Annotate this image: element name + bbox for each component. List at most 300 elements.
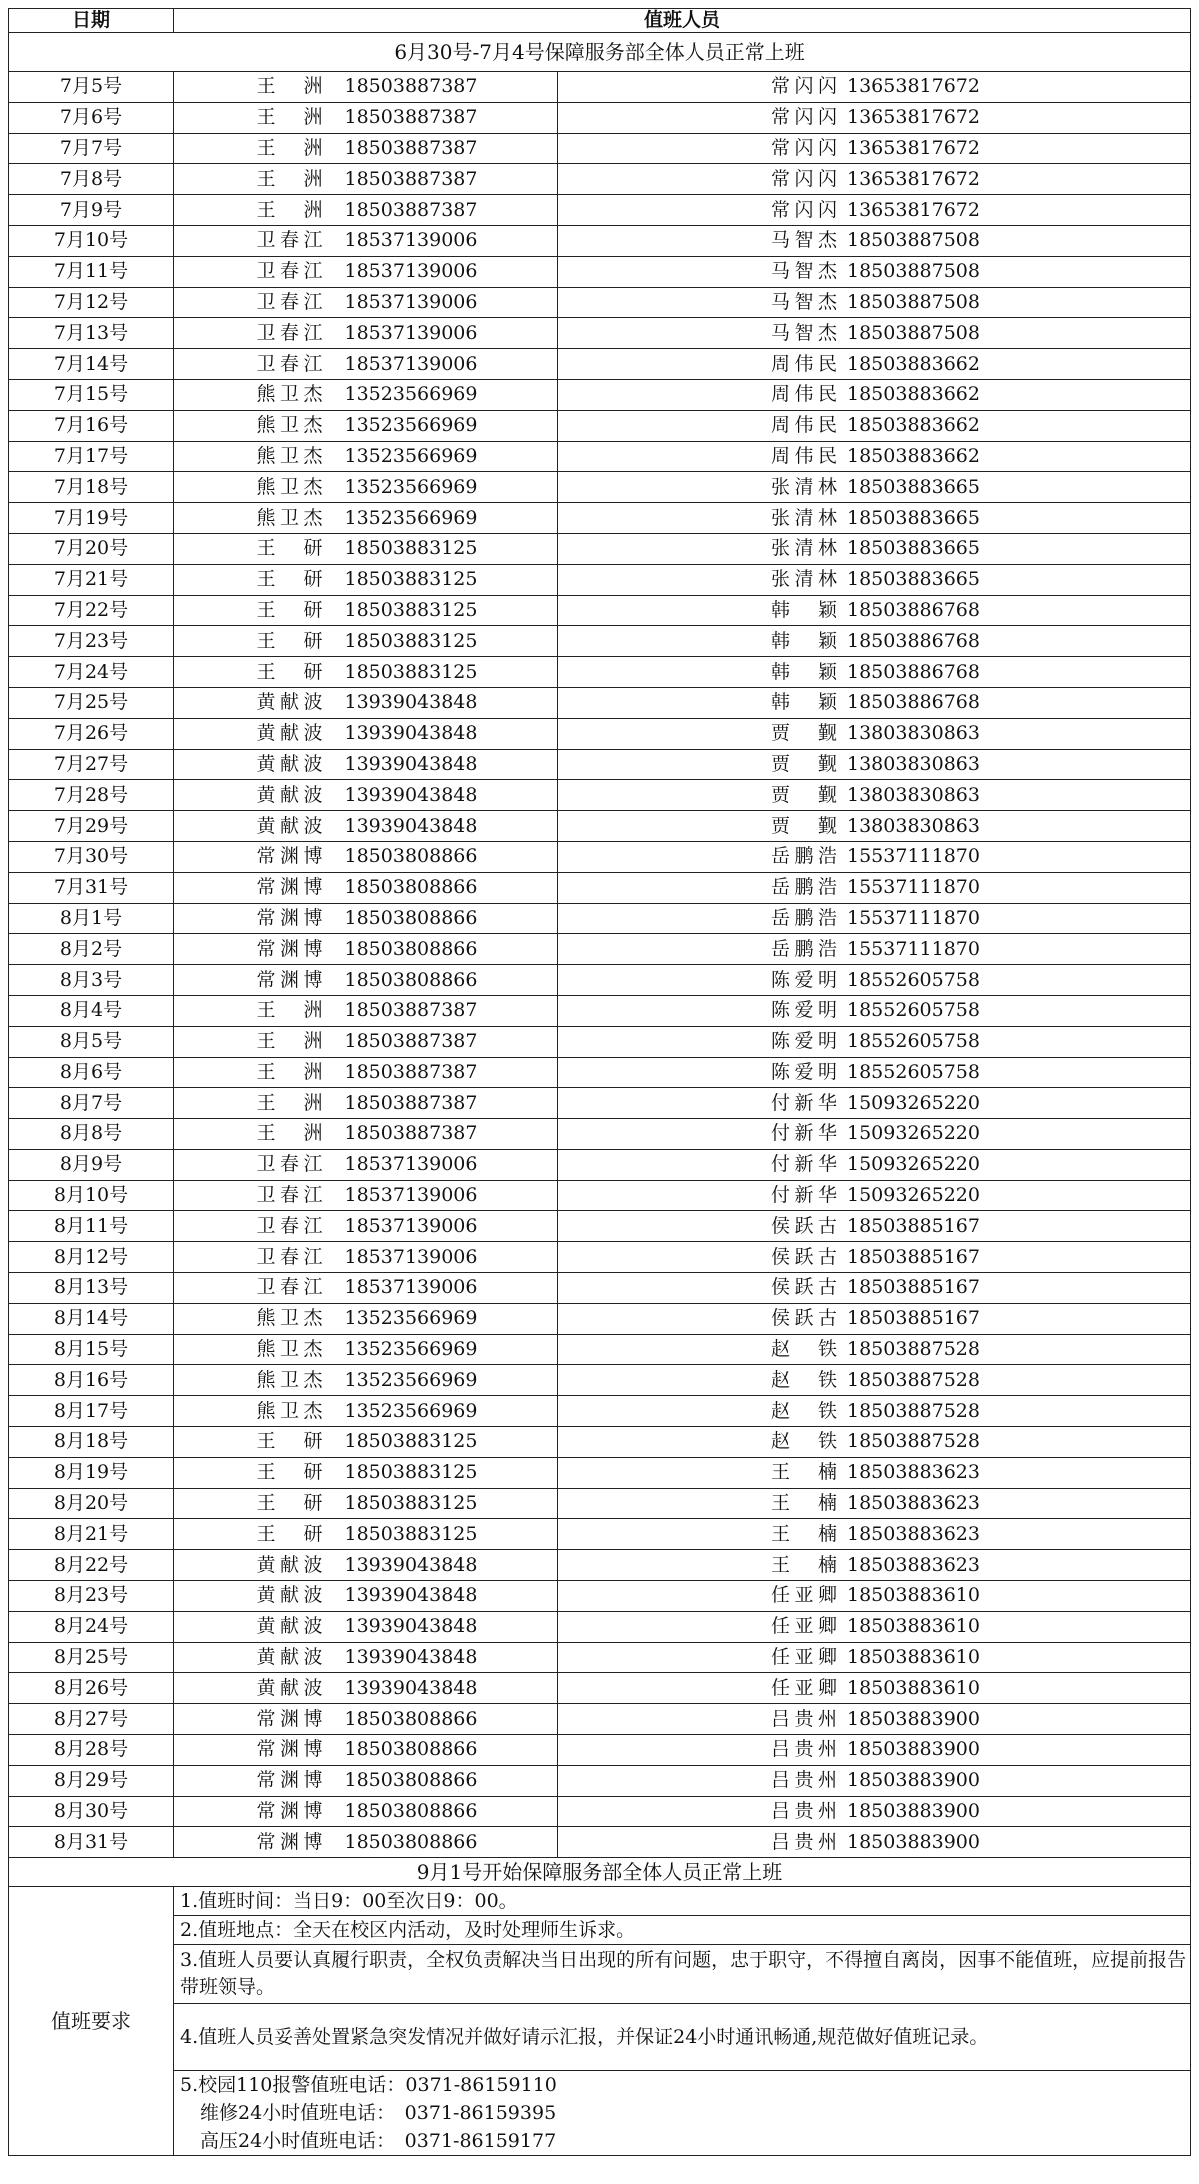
table-row (9, 503, 1191, 534)
staff-b-phone: 18503883900 (847, 1707, 980, 1730)
duty-staff-a (174, 1586, 557, 1605)
staff-b-name: 付新华 (771, 1122, 837, 1145)
duty-staff-b (558, 783, 1190, 806)
duty-staff-b (558, 1432, 1190, 1451)
staff-a-phone: 18537139006 (344, 321, 478, 344)
table-row (9, 1149, 1191, 1180)
staff-b-name: 韩 颖 (771, 598, 837, 621)
staff-b-phone: 18503883623 (847, 1522, 980, 1545)
staff-b-name: 张清林 (771, 475, 837, 498)
duty-staff-a (174, 416, 557, 435)
staff-a-name: 常渊博 (256, 937, 323, 960)
duty-staff-a-cell (174, 1827, 558, 1858)
staff-a-phone: 13939043848 (344, 1676, 478, 1699)
duty-staff-a (174, 1245, 557, 1268)
staff-a-phone: 13523566969 (344, 506, 478, 529)
duty-date: 7月12号 (9, 287, 174, 318)
table-row (9, 1057, 1191, 1088)
duty-staff-b-cell (558, 626, 1191, 657)
staff-b-name: 马智杰 (771, 321, 837, 344)
table-row (9, 657, 1191, 688)
duty-staff-a-cell (174, 472, 558, 503)
staff-b-name: 马智杰 (771, 260, 837, 283)
duty-staff-a-cell (174, 657, 558, 688)
staff-b-phone: 18552605758 (847, 1060, 980, 1083)
duty-staff-a-cell (174, 379, 558, 410)
duty-staff-b-cell (558, 903, 1191, 934)
duty-staff-b-cell (558, 1334, 1191, 1365)
duty-date: 7月7号 (9, 133, 174, 164)
duty-staff-b-cell (558, 1735, 1191, 1766)
duty-date: 7月13号 (9, 318, 174, 349)
duty-staff-b (558, 693, 1190, 712)
duty-staff-b-cell (558, 441, 1191, 472)
staff-a-name: 王 洲 (256, 1122, 323, 1145)
duty-staff-a-cell (174, 1180, 558, 1211)
staff-b-name: 韩 颖 (771, 691, 837, 714)
staff-a-phone: 18503887387 (344, 1122, 478, 1145)
staff-b-phone: 18503883662 (847, 444, 980, 467)
staff-a-name: 卫春江 (256, 1245, 323, 1268)
staff-a-name: 卫春江 (256, 260, 323, 283)
duty-staff-a (174, 475, 557, 498)
staff-a-phone: 18503887387 (344, 75, 478, 98)
table-row (9, 72, 1191, 103)
duty-staff-b (558, 539, 1190, 558)
staff-a-phone: 13523566969 (344, 1307, 478, 1330)
duty-staff-a-cell (174, 1581, 558, 1612)
staff-b-name: 侯跃古 (771, 1245, 837, 1268)
duty-staff-a (174, 1124, 557, 1143)
duty-date: 7月16号 (9, 410, 174, 441)
duty-date: 7月25号 (9, 687, 174, 718)
duty-staff-b-cell (558, 687, 1191, 718)
duty-date: 7月28号 (9, 780, 174, 811)
staff-a-phone: 13939043848 (344, 1553, 478, 1576)
staff-a-phone: 18537139006 (344, 1276, 478, 1299)
staff-a-name: 王 研 (256, 629, 323, 652)
staff-b-phone: 13653817672 (847, 198, 980, 221)
staff-b-name: 马智杰 (771, 290, 837, 313)
staff-b-phone: 15093265220 (847, 1184, 980, 1207)
staff-b-name: 周伟民 (771, 352, 837, 375)
duty-staff-b (558, 385, 1190, 404)
table-row (9, 287, 1191, 318)
staff-b-phone: 18503885167 (847, 1214, 980, 1237)
header-date: 日期 (9, 9, 174, 33)
duty-staff-b-cell (558, 1642, 1191, 1673)
staff-a-name: 熊卫杰 (256, 1368, 323, 1391)
duty-staff-b (558, 444, 1190, 467)
staff-a-name: 王 研 (256, 537, 323, 560)
duty-staff-b-cell (558, 995, 1191, 1026)
duty-staff-b-cell (558, 503, 1191, 534)
duty-date: 7月17号 (9, 441, 174, 472)
staff-b-phone: 13803830863 (847, 783, 980, 806)
staff-b-name: 王 楠 (771, 1553, 837, 1576)
duty-staff-b-cell (558, 318, 1191, 349)
duty-staff-a-cell (174, 1088, 558, 1119)
table-row (9, 1735, 1191, 1766)
duty-staff-b-cell (558, 472, 1191, 503)
staff-a-name: 卫春江 (256, 290, 323, 313)
staff-b-phone: 18503887508 (847, 229, 980, 252)
duty-staff-b-cell (558, 657, 1191, 688)
duty-staff-a (174, 1155, 557, 1174)
duty-staff-b (558, 660, 1190, 683)
duty-staff-b (558, 937, 1190, 960)
duty-staff-a-cell (174, 872, 558, 903)
duty-staff-a (174, 1309, 557, 1328)
duty-date: 8月18号 (9, 1427, 174, 1458)
staff-a-phone: 18503887387 (344, 999, 478, 1022)
requirement-item (174, 1945, 1191, 2004)
duty-staff-a-cell (174, 1119, 558, 1150)
duty-staff-b-cell (558, 1365, 1191, 1396)
duty-staff-b-cell (558, 1119, 1191, 1150)
staff-a-name: 黄献波 (256, 722, 323, 745)
duty-date: 8月16号 (9, 1365, 174, 1396)
table-row (9, 1211, 1191, 1242)
duty-staff-a-cell (174, 1211, 558, 1242)
duty-staff-b-cell (558, 595, 1191, 626)
table-row (9, 718, 1191, 749)
requirement-item (174, 2099, 1191, 2127)
duty-staff-b-cell (558, 1519, 1191, 1550)
duty-staff-a (174, 1553, 557, 1576)
duty-staff-a-cell (174, 1611, 558, 1642)
table-row (9, 1427, 1191, 1458)
staff-a-name: 王 研 (256, 660, 323, 683)
requirement-item (174, 1916, 1191, 1945)
duty-staff-b (558, 1463, 1190, 1482)
staff-b-name: 赵 铁 (771, 1430, 837, 1453)
duty-staff-b-cell (558, 934, 1191, 965)
staff-a-name: 黄献波 (256, 1553, 323, 1576)
staff-a-name: 黄献波 (256, 691, 323, 714)
staff-b-name: 陈爱明 (771, 999, 837, 1022)
duty-staff-a-cell (174, 1642, 558, 1673)
requirement-row (9, 2004, 1191, 2071)
duty-staff-b (558, 1032, 1190, 1051)
duty-staff-a (174, 1060, 557, 1083)
duty-staff-b-cell (558, 1303, 1191, 1334)
staff-b-name: 付新华 (771, 1091, 837, 1114)
duty-staff-b-cell (558, 1550, 1191, 1581)
staff-a-phone: 13939043848 (344, 814, 478, 837)
table-row (9, 1488, 1191, 1519)
table-row (9, 1704, 1191, 1735)
duty-date: 8月10号 (9, 1180, 174, 1211)
staff-b-phone: 13653817672 (847, 167, 980, 190)
duty-staff-b (558, 1648, 1190, 1667)
staff-a-name: 黄献波 (256, 1615, 323, 1638)
duty-date: 7月5号 (9, 72, 174, 103)
duty-staff-a (174, 1617, 557, 1636)
duty-date: 7月23号 (9, 626, 174, 657)
duty-staff-a (174, 385, 557, 404)
duty-staff-a-cell (174, 441, 558, 472)
requirement-row (9, 1887, 1191, 1916)
table-row (9, 349, 1191, 380)
duty-date: 8月11号 (9, 1211, 174, 1242)
staff-b-name: 赵 铁 (771, 1368, 837, 1391)
staff-b-name: 王 楠 (771, 1461, 837, 1484)
table-row (9, 379, 1191, 410)
duty-staff-a (174, 1494, 557, 1513)
staff-a-phone: 18503883125 (344, 598, 478, 621)
duty-staff-a-cell (174, 1735, 558, 1766)
duty-staff-a (174, 1522, 557, 1545)
duty-staff-b-cell (558, 256, 1191, 287)
duty-staff-a-cell (174, 1396, 558, 1427)
duty-staff-a-cell (174, 133, 558, 164)
duty-staff-a-cell (174, 164, 558, 195)
staff-a-name: 黄献波 (256, 752, 323, 775)
staff-a-name: 常渊博 (256, 1769, 323, 1792)
staff-a-name: 熊卫杰 (256, 444, 323, 467)
staff-a-phone: 18503883125 (344, 629, 478, 652)
duty-staff-b (558, 1091, 1190, 1114)
staff-a-name: 黄献波 (256, 1676, 323, 1699)
staff-b-phone: 18503883610 (847, 1584, 980, 1607)
duty-date: 8月28号 (9, 1735, 174, 1766)
duty-staff-a-cell (174, 1026, 558, 1057)
staff-a-name: 熊卫杰 (256, 475, 323, 498)
staff-b-phone: 18503883623 (847, 1461, 980, 1484)
staff-b-name: 贾 觐 (771, 752, 837, 775)
duty-staff-a-cell (174, 1242, 558, 1273)
duty-staff-a (174, 1091, 557, 1114)
staff-a-name: 熊卫杰 (256, 1338, 323, 1361)
staff-b-phone: 13803830863 (847, 722, 980, 745)
table-row (9, 1457, 1191, 1488)
duty-staff-a-cell (174, 780, 558, 811)
staff-b-phone: 18503883610 (847, 1676, 980, 1699)
staff-a-name: 卫春江 (256, 1214, 323, 1237)
table-row (9, 1026, 1191, 1057)
duty-staff-b-cell (558, 410, 1191, 441)
table-row (9, 410, 1191, 441)
staff-a-name: 王 洲 (256, 167, 323, 190)
staff-a-name: 常渊博 (256, 876, 323, 899)
staff-b-name: 任亚卿 (771, 1584, 837, 1607)
duty-staff-a-cell (174, 626, 558, 657)
staff-a-name: 卫春江 (256, 321, 323, 344)
staff-a-name: 卫春江 (256, 1184, 323, 1207)
table-row (9, 1642, 1191, 1673)
staff-a-name: 王 洲 (256, 75, 323, 98)
staff-a-name: 黄献波 (256, 1646, 323, 1669)
staff-a-phone: 13939043848 (344, 1584, 478, 1607)
staff-b-phone: 18503886768 (847, 660, 980, 683)
staff-a-phone: 18537139006 (344, 1184, 478, 1207)
staff-b-name: 侯跃古 (771, 1307, 837, 1330)
duty-staff-b (558, 1245, 1190, 1268)
table-row (9, 780, 1191, 811)
duty-staff-a (174, 968, 557, 991)
staff-b-phone: 18503887508 (847, 260, 980, 283)
duty-staff-b (558, 416, 1190, 435)
duty-date: 8月31号 (9, 1827, 174, 1858)
duty-date: 8月13号 (9, 1273, 174, 1304)
duty-date: 7月29号 (9, 811, 174, 842)
requirement-text: 4.值班人员妥善处置紧急突发情况并做好请示汇报，并保证24小时通讯畅通,规范做好值班记录。 (180, 2025, 989, 2048)
requirement-item (174, 2127, 1191, 2156)
staff-b-name: 韩 颖 (771, 660, 837, 683)
staff-a-name: 卫春江 (256, 1153, 323, 1176)
duty-staff-b-cell (558, 1180, 1191, 1211)
table-row (9, 133, 1191, 164)
duty-staff-b-cell (558, 1765, 1191, 1796)
staff-b-name: 张清林 (771, 537, 837, 560)
requirements-label: 值班要求 (9, 1887, 174, 2156)
duty-staff-b (558, 1214, 1190, 1237)
staff-b-name: 贾 觐 (771, 814, 837, 837)
duty-date: 8月6号 (9, 1057, 174, 1088)
duty-staff-b-cell (558, 533, 1191, 564)
duty-staff-a (174, 290, 557, 313)
staff-a-name: 熊卫杰 (256, 506, 323, 529)
staff-b-name: 吕贵州 (771, 1769, 837, 1792)
staff-a-name: 卫春江 (256, 1276, 323, 1299)
duty-staff-a (174, 444, 557, 467)
staff-a-phone: 18503887387 (344, 136, 478, 159)
duty-staff-a-cell (174, 718, 558, 749)
duty-staff-a (174, 198, 557, 221)
duty-staff-a-cell (174, 410, 558, 441)
duty-staff-a (174, 1278, 557, 1297)
requirement-text: 5.校园110报警值班电话：0371-86159110 (180, 2073, 557, 2096)
duty-date: 8月15号 (9, 1334, 174, 1365)
staff-a-phone: 13523566969 (344, 414, 478, 437)
staff-b-phone: 13803830863 (847, 752, 980, 775)
staff-a-phone: 18503887387 (344, 1030, 478, 1053)
duty-staff-b (558, 570, 1190, 589)
duty-staff-b-cell (558, 1427, 1191, 1458)
staff-b-name: 岳鹏浩 (771, 937, 837, 960)
table-row (9, 1550, 1191, 1581)
duty-staff-b-cell (558, 749, 1191, 780)
duty-staff-a (174, 1802, 557, 1821)
duty-staff-a-cell (174, 687, 558, 718)
staff-b-phone: 13803830863 (847, 814, 980, 837)
duty-staff-b (558, 598, 1190, 621)
duty-staff-a-cell (174, 318, 558, 349)
staff-b-phone: 18503883900 (847, 1738, 980, 1761)
duty-staff-a-cell (174, 1057, 558, 1088)
staff-a-name: 黄献波 (256, 1584, 323, 1607)
duty-staff-a (174, 814, 557, 837)
notice-bottom-row (9, 1858, 1191, 1887)
staff-b-phone: 18503886768 (847, 629, 980, 652)
staff-a-name: 王 研 (256, 1492, 323, 1515)
duty-staff-a-cell (174, 595, 558, 626)
duty-staff-b-cell (558, 195, 1191, 226)
duty-staff-a-cell (174, 1704, 558, 1735)
duty-date: 8月19号 (9, 1457, 174, 1488)
duty-staff-b (558, 1802, 1190, 1821)
table-row (9, 1088, 1191, 1119)
table-row (9, 102, 1191, 133)
duty-staff-a-cell (174, 1303, 558, 1334)
duty-staff-b-cell (558, 1057, 1191, 1088)
staff-a-phone: 18503808866 (344, 1769, 478, 1792)
staff-b-phone: 18503883665 (847, 475, 980, 498)
staff-a-name: 黄献波 (256, 814, 323, 837)
staff-a-phone: 18503883125 (344, 660, 478, 683)
staff-a-name: 王 洲 (256, 106, 323, 129)
staff-a-phone: 13939043848 (344, 752, 478, 775)
duty-staff-a (174, 660, 557, 683)
staff-b-phone: 18503886768 (847, 598, 980, 621)
duty-staff-a (174, 1340, 557, 1359)
duty-date: 7月9号 (9, 195, 174, 226)
duty-date: 8月22号 (9, 1550, 174, 1581)
duty-staff-a-cell (174, 72, 558, 103)
duty-staff-a (174, 262, 557, 281)
notice-bottom: 9月1号开始保障服务部全体人员正常上班 (9, 1858, 1191, 1887)
duty-staff-b (558, 321, 1190, 344)
staff-a-phone: 13939043848 (344, 691, 478, 714)
notice-top: 6月30号-7月4号保障服务部全体人员正常上班 (9, 33, 1191, 72)
duty-staff-a-cell (174, 934, 558, 965)
staff-b-name: 贾 觐 (771, 722, 837, 745)
duty-date: 8月12号 (9, 1242, 174, 1273)
duty-date: 8月2号 (9, 934, 174, 965)
staff-b-name: 周伟民 (771, 383, 837, 406)
staff-b-name: 韩 颖 (771, 629, 837, 652)
requirement-row (9, 1945, 1191, 2004)
staff-b-name: 任亚卿 (771, 1676, 837, 1699)
table-row (9, 1765, 1191, 1796)
duty-date: 7月30号 (9, 841, 174, 872)
duty-staff-b-cell (558, 1673, 1191, 1704)
staff-b-name: 任亚卿 (771, 1646, 837, 1669)
table-row (9, 441, 1191, 472)
requirement-text: 维修24小时值班电话： 0371-86159395 (200, 2101, 557, 2124)
duty-staff-b (558, 1740, 1190, 1759)
staff-b-name: 赵 铁 (771, 1399, 837, 1422)
table-row (9, 1365, 1191, 1396)
staff-b-name: 吕贵州 (771, 1830, 837, 1853)
duty-staff-a (174, 1368, 557, 1391)
header-row (9, 9, 1191, 33)
duty-staff-b (558, 968, 1190, 991)
duty-staff-b (558, 906, 1190, 929)
staff-a-phone: 13523566969 (344, 1338, 478, 1361)
staff-b-name: 岳鹏浩 (771, 906, 837, 929)
duty-staff-b-cell (558, 225, 1191, 256)
table-row (9, 1273, 1191, 1304)
duty-staff-a-cell (174, 503, 558, 534)
staff-b-name: 周伟民 (771, 444, 837, 467)
duty-staff-b-cell (558, 1488, 1191, 1519)
staff-a-name: 王 洲 (256, 136, 323, 159)
requirement-row (9, 2099, 1191, 2127)
table-row (9, 811, 1191, 842)
duty-staff-a (174, 570, 557, 589)
duty-staff-b (558, 1707, 1190, 1730)
staff-b-name: 付新华 (771, 1153, 837, 1176)
duty-staff-b (558, 1494, 1190, 1513)
duty-staff-a (174, 629, 557, 652)
duty-staff-b (558, 231, 1190, 250)
staff-a-name: 王 研 (256, 1522, 323, 1545)
staff-a-phone: 18503808866 (344, 1830, 478, 1853)
duty-staff-b (558, 1368, 1190, 1391)
duty-date: 7月10号 (9, 225, 174, 256)
